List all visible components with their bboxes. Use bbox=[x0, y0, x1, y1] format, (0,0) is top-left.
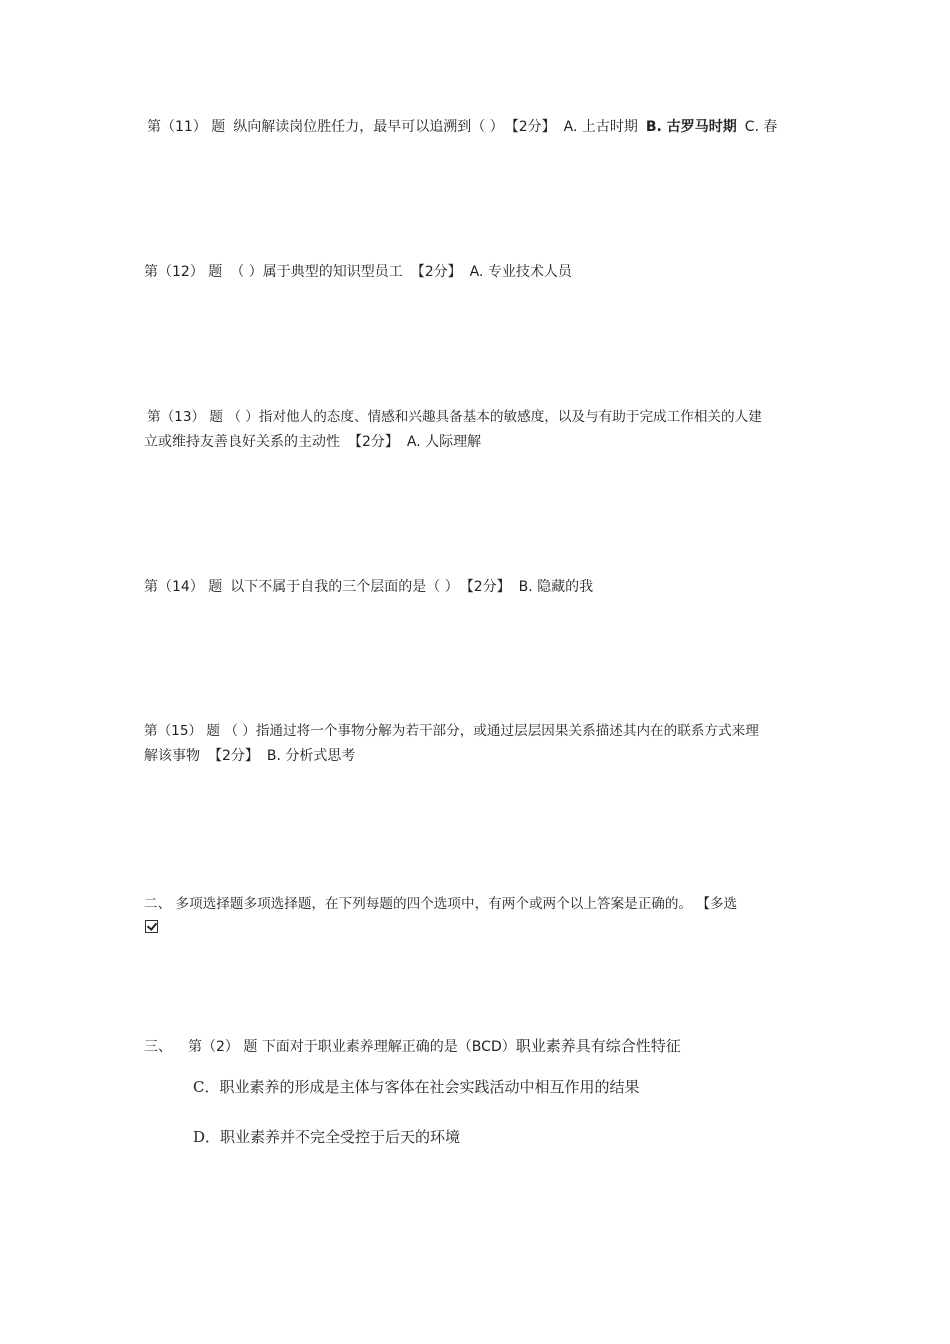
option-c: C．职业素养的形成是主体与客体在社会实践活动中相互作用的结果 bbox=[193, 1078, 640, 1096]
question-score: 【2分】 bbox=[348, 434, 399, 450]
question-13-line1: 第（13） 题 （ ）指对他人的态度、情感和兴趣具备基本的敏感度，以及与有助于完成工作相关的人建 bbox=[147, 409, 762, 425]
answer-option: B. 分析式思考 bbox=[266, 748, 356, 764]
question-14 bbox=[144, 577, 593, 597]
question-text: 立或维持友善良好关系的主动性 bbox=[144, 434, 340, 450]
question-text: 第（2） 题 下面对于职业素养理解正确的是（BCD） bbox=[188, 1039, 516, 1055]
question-score: 【2分】 bbox=[410, 264, 462, 280]
question-score: 【2分】 bbox=[511, 119, 556, 135]
question-score: 【2分】 bbox=[466, 579, 511, 595]
question-12 bbox=[144, 262, 572, 282]
answer-option: A. 人际理解 bbox=[406, 434, 482, 450]
answer-option: B. 隐藏的我 bbox=[518, 579, 594, 595]
question-11 bbox=[147, 117, 777, 137]
inline-option: 职业素养具有综合性特征 bbox=[515, 1037, 681, 1055]
question-13-line2 bbox=[144, 432, 481, 452]
answer-option: A. 专业技术人员 bbox=[469, 264, 572, 280]
question-15-line1: 第（15） 题 （ ）指通过将一个事物分解为若干部分，或通过层层因果关系描述其内在的联系方式来理 bbox=[144, 723, 759, 739]
option-d: D．职业素养并不完全受控于后天的环境 bbox=[193, 1128, 461, 1146]
section-2-heading: 二、 多项选择题多项选择题，在下列每题的四个选项中，有两个或两个以上答案是正确的。 【多选 bbox=[144, 896, 738, 912]
section-prefix: 三、 bbox=[144, 1039, 172, 1055]
question-text: 纵向解读岗位胜任力，最早可以追溯到（ ） bbox=[233, 119, 504, 135]
question-text: 以下不属于自我的三个层面的是（ ） bbox=[230, 579, 459, 595]
question-score: 【2分】 bbox=[208, 748, 259, 764]
question-number: 第（14） 题 bbox=[144, 579, 223, 595]
question-text: （ ）属于典型的知识型员工 bbox=[230, 264, 403, 280]
section-3-question bbox=[144, 1036, 681, 1057]
question-number: 第（12） 题 bbox=[144, 264, 223, 280]
question-text: 解该事物 bbox=[144, 748, 200, 764]
checkbox-icon[interactable] bbox=[145, 920, 158, 933]
option-b-answer: B. 古罗马时期 bbox=[645, 119, 737, 135]
question-15-line2 bbox=[144, 746, 355, 766]
option-c: C. 春 bbox=[744, 119, 778, 135]
question-number: 第（11） 题 bbox=[147, 119, 226, 135]
option-a: A. 上古时期 bbox=[563, 119, 638, 135]
